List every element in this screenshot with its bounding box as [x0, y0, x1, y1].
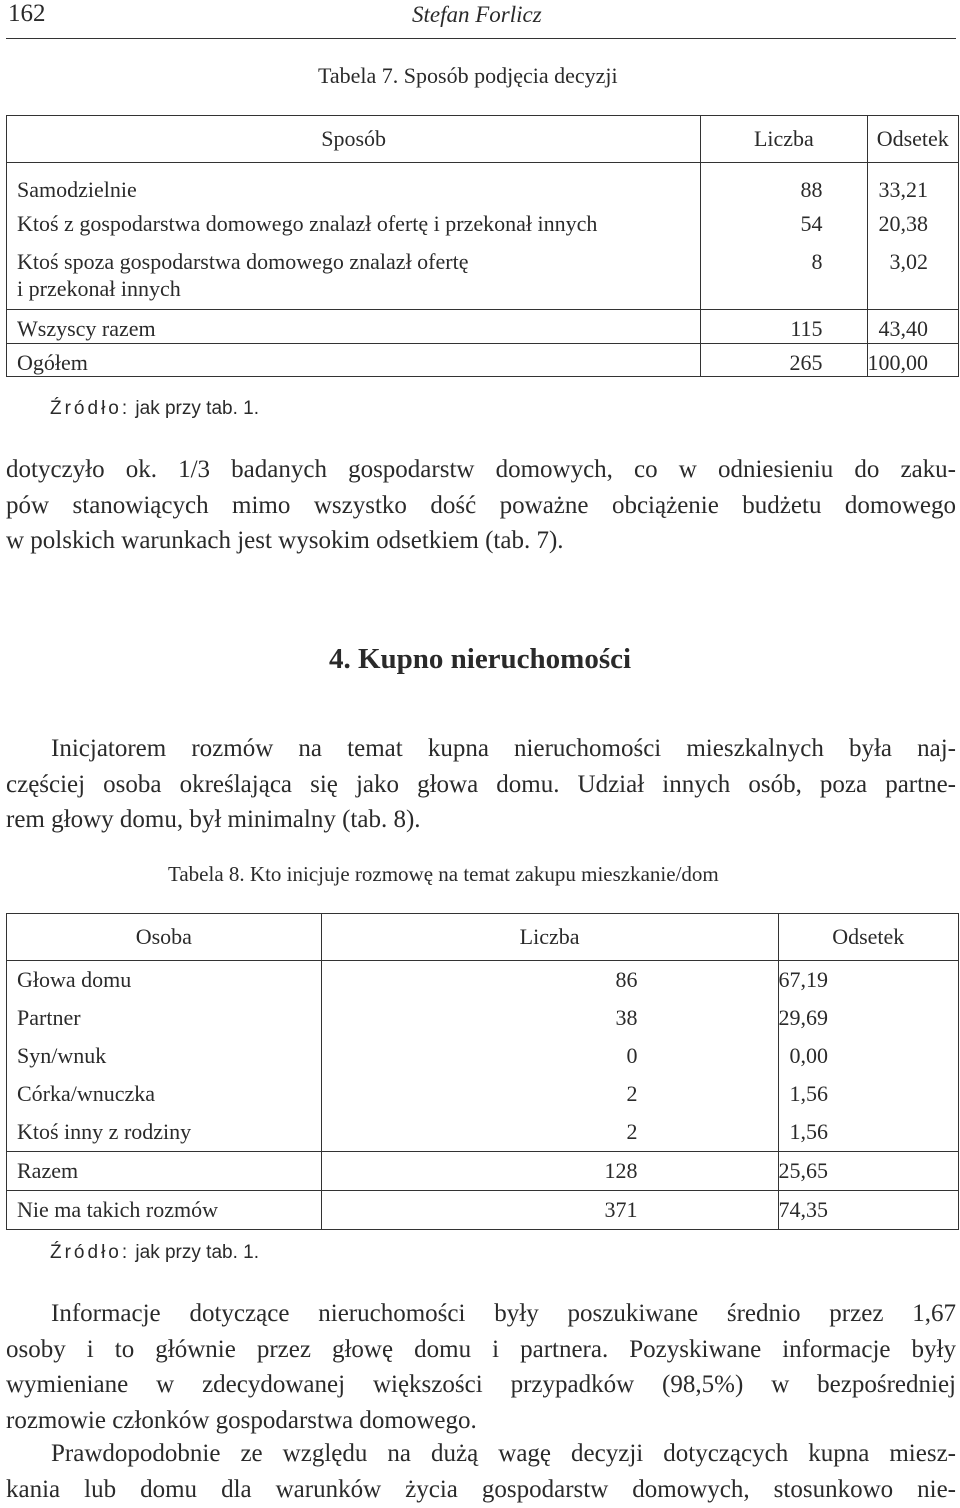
- paragraph-line: wymieniane w zdecydowanej większości przypadków (98,5%) w bezpośredniej: [6, 1371, 956, 1398]
- table-row: [7, 163, 959, 204]
- paragraph-line: rem głowy domu, był minimalny (tab. 8).: [6, 806, 421, 833]
- source-label: Źródło:: [50, 398, 131, 419]
- table-row: [7, 999, 959, 1037]
- paragraph-line: osoby i to głównie przez głowę domu i partnera. Pozyskiwane informacje były: [6, 1335, 956, 1363]
- row-count: 265: [701, 343, 867, 376]
- paragraph-line: kania lub domu dla warunków życia gospodarstw domowych, stosunkowo nie-: [6, 1475, 956, 1503]
- column-header: Odsetek: [867, 116, 959, 163]
- row-count: 54: [701, 203, 867, 241]
- column-header: Osoba: [7, 914, 322, 961]
- row-label: Głowa domu: [17, 966, 132, 992]
- table-sum-row: [7, 310, 959, 343]
- row-count: 88: [701, 163, 867, 204]
- row-percent: 74,35: [778, 1191, 959, 1230]
- row-label: Ktoś spoza gospodarstwa domowego znalazł ofertę: [17, 249, 469, 275]
- row-percent: 20,38: [878, 211, 928, 237]
- paragraph-line: częściej osoba określająca się jako głowa domu. Udział innych osób, poza partne-: [6, 770, 956, 798]
- row-percent: 1,56: [789, 1118, 828, 1144]
- source-label: Źródło:: [50, 1242, 131, 1263]
- body-paragraph: [6, 1436, 956, 1507]
- table-row: [7, 203, 959, 241]
- row-count: 128: [321, 1152, 778, 1191]
- row-percent: 100,00: [867, 343, 959, 376]
- paragraph-line: dotyczyło ok. 1/3 badanych gospodarstw domowych, co w odniesieniu do zaku-: [6, 456, 956, 483]
- row-count: 115: [701, 310, 867, 343]
- row-percent: 29,69: [778, 1004, 828, 1030]
- row-percent: 3,02: [889, 249, 928, 275]
- table-row: [7, 1191, 959, 1230]
- row-percent: 43,40: [867, 310, 959, 343]
- column-header: Sposób: [7, 116, 701, 163]
- source-text: jak przy tab. 1.: [130, 398, 259, 419]
- table8-source: [50, 1242, 259, 1264]
- table7: [6, 115, 959, 377]
- paragraph-line: Informacje dotyczące nieruchomości były poszukiwane średnio przez 1,67: [51, 1300, 956, 1327]
- paragraph-line: Inicjatorem rozmów na temat kupna nieruchomości mieszkalnych była naj-: [51, 735, 956, 762]
- table7-source: [50, 398, 259, 420]
- column-header: Liczba: [701, 116, 867, 163]
- row-label-continued: i przekonał innych: [17, 275, 181, 301]
- row-label: Córka/wnuczka: [17, 1080, 156, 1106]
- paragraph-line: w polskich warunkach jest wysokim odsetkiem (tab. 7).: [6, 527, 564, 554]
- row-percent: 67,19: [778, 966, 828, 992]
- column-header: Liczba: [321, 914, 778, 961]
- row-count: 2: [321, 1113, 778, 1152]
- table-sum-row: [7, 1152, 959, 1191]
- header-rule: [6, 38, 956, 39]
- row-count: 2: [321, 1075, 778, 1113]
- table-header-row: [7, 116, 959, 163]
- table8: [6, 913, 959, 1230]
- body-paragraph: [6, 1296, 956, 1438]
- row-count: 38: [321, 999, 778, 1037]
- table7-caption: Tabela 7. Sposób podjęcia decyzji: [318, 63, 618, 88]
- row-count: 8: [701, 241, 867, 310]
- table-row: [7, 1037, 959, 1075]
- row-label: Nie ma takich rozmów: [7, 1191, 322, 1230]
- table-header-row: [7, 914, 959, 961]
- paragraph-line: rozmowie członków gospodarstwa domowego.: [6, 1406, 477, 1434]
- table-row: [7, 961, 959, 1000]
- body-paragraph: [6, 452, 956, 559]
- row-label: Ktoś z gospodarstwa domowego znalazł ofertę i przekonał innych: [17, 211, 598, 237]
- section-title: 4. Kupno nieruchomości: [328, 643, 632, 675]
- body-paragraph: [6, 731, 956, 838]
- paragraph-line: pów stanowiących mimo wszystko dość poważne obciążenie budżetu domowego: [6, 491, 956, 519]
- row-percent: 0,00: [789, 1042, 828, 1068]
- running-header-author: Stefan Forlicz: [412, 2, 542, 27]
- page-number: 162: [8, 0, 46, 27]
- row-label: Samodzielnie: [17, 177, 137, 202]
- table-row: [7, 241, 959, 310]
- column-header: Odsetek: [778, 914, 959, 961]
- row-label: Syn/wnuk: [17, 1042, 107, 1068]
- row-label-cell: [7, 241, 701, 310]
- table-total-row: [7, 343, 959, 376]
- row-percent: 1,56: [789, 1080, 828, 1106]
- row-label: Razem: [7, 1152, 322, 1191]
- table8-caption: Tabela 8. Kto inicjuje rozmowę na temat zakupu mieszkanie/dom: [168, 862, 719, 886]
- row-label: Ogółem: [7, 343, 701, 376]
- row-percent: 25,65: [778, 1152, 959, 1191]
- table-row: [7, 1113, 959, 1152]
- row-percent: 33,21: [878, 177, 928, 202]
- row-count: 371: [321, 1191, 778, 1230]
- row-label: Partner: [17, 1004, 81, 1030]
- table-row: [7, 1075, 959, 1113]
- paragraph-line: Prawdopodobnie ze względu na dużą wagę decyzji dotyczących kupna miesz-: [51, 1440, 956, 1467]
- source-text: jak przy tab. 1.: [130, 1242, 259, 1263]
- row-label: Wszyscy razem: [7, 310, 701, 343]
- row-count: 0: [321, 1037, 778, 1075]
- row-count: 86: [321, 961, 778, 1000]
- row-label: Ktoś inny z rodziny: [17, 1118, 192, 1144]
